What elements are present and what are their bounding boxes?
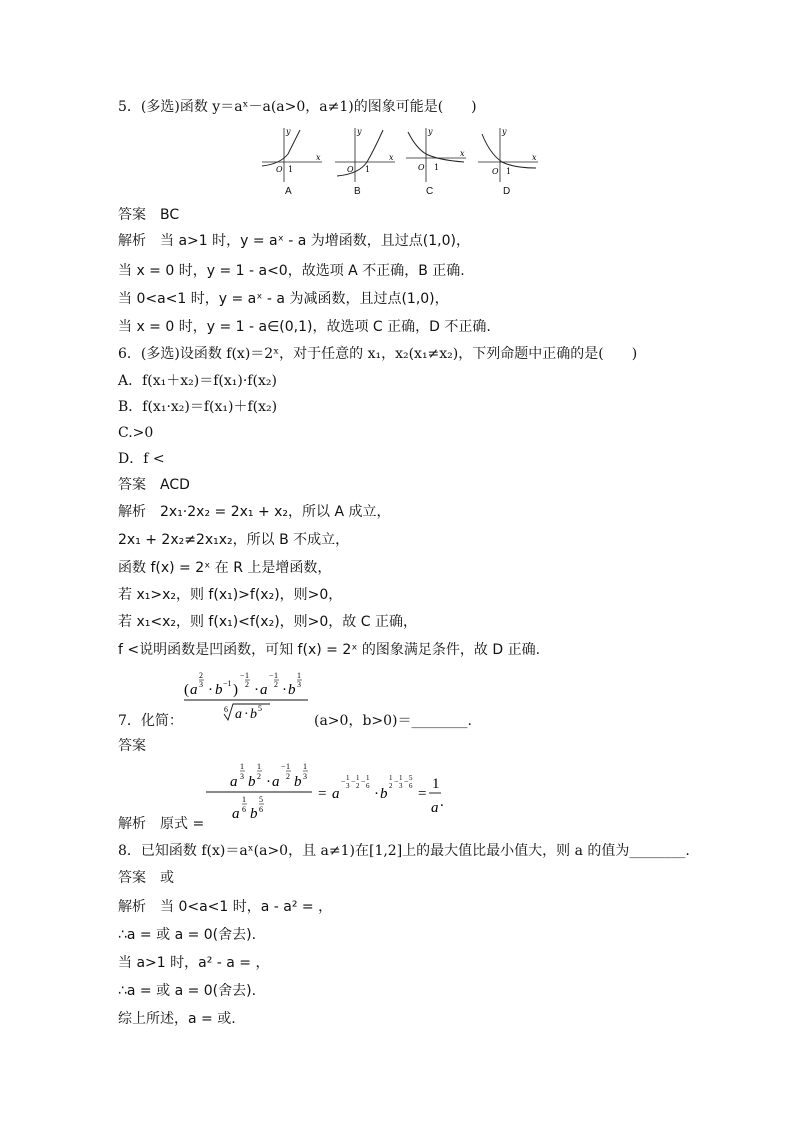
q8-analysis-4: ∴a = 或 a = 0(舍去). [118, 983, 257, 999]
svg-text:·: · [254, 682, 259, 698]
q5-answer: 答案 BC [118, 207, 180, 223]
svg-text:b: b [248, 774, 256, 790]
svg-text:1: 1 [297, 671, 301, 680]
svg-text:·: · [244, 707, 249, 722]
svg-text:x: x [460, 149, 465, 158]
graph-d [476, 126, 540, 184]
svg-text:(: ( [184, 682, 189, 698]
q6-option-d: D．f < [118, 451, 165, 467]
svg-text:O: O [347, 165, 354, 174]
svg-text:3: 3 [297, 680, 301, 689]
q8-analysis-5: 综上所述，a = 或. [118, 1011, 236, 1027]
svg-text:1: 1 [434, 163, 440, 172]
q6-analysis-5: 若 x₁<x₂，则 f(x₁)<f(x₂)，则>0，故 C 正确， [118, 614, 417, 630]
svg-text:−1: −1 [223, 679, 232, 688]
svg-text:2: 2 [389, 782, 393, 790]
svg-text:1: 1 [303, 762, 307, 771]
svg-text:1: 1 [245, 671, 249, 680]
svg-text:6: 6 [242, 805, 246, 814]
svg-text:1: 1 [288, 165, 294, 174]
svg-text:1: 1 [242, 795, 246, 804]
graph-d-label: D [503, 186, 511, 197]
svg-text:2: 2 [245, 680, 249, 689]
q7-solution [200, 758, 450, 826]
svg-text:1: 1 [506, 167, 512, 176]
svg-text:x: x [532, 153, 537, 162]
svg-text:b: b [250, 707, 257, 722]
svg-text:1: 1 [389, 774, 393, 782]
q7-suffix: (a>0，b>0)＝________. [314, 713, 472, 729]
graph-a [260, 126, 324, 184]
q7-prefix: 7．化简： [118, 713, 183, 729]
svg-text:b: b [250, 806, 258, 822]
svg-text:a: a [230, 774, 238, 790]
q7-analysis: 解析 原式 = [118, 816, 205, 832]
svg-text:y: y [502, 127, 507, 136]
q6-option-b: B．f(x₁·x₂)＝f(x₁)＋f(x₂) [118, 399, 278, 415]
q8-stem: 8．已知函数 f(x)＝aˣ(a>0，且 a≠1)在[1,2]上的最大值比最小值大，则 a 的值为________. [118, 843, 690, 859]
q6-answer: 答案 ACD [118, 477, 190, 493]
svg-text:1: 1 [240, 762, 244, 771]
svg-text:a: a [260, 682, 268, 698]
svg-text:a: a [272, 774, 280, 790]
svg-text:): ) [233, 682, 238, 698]
svg-text:2: 2 [257, 772, 261, 781]
svg-text:−: − [404, 777, 409, 786]
q6-analysis-2: 2x₁ + 2x₂≠2x₁x₂，所以 B 不成立， [118, 532, 350, 548]
q6-stem: 6．(多选)设函数 f(x)＝2ˣ，对于任意的 x₁，x₂(x₁≠x₂)，下列命题中正确的是( ) [118, 346, 638, 362]
svg-text:b: b [288, 682, 296, 698]
svg-text:6: 6 [224, 705, 228, 714]
svg-text:5: 5 [409, 774, 413, 782]
svg-text:6: 6 [366, 782, 370, 790]
q7-answer: 答案 [118, 738, 146, 754]
svg-text:1: 1 [366, 774, 370, 782]
svg-text:b: b [294, 774, 302, 790]
svg-text:=: = [318, 786, 327, 802]
svg-text:1: 1 [356, 774, 360, 782]
svg-text:5: 5 [259, 795, 263, 804]
graph-a-label: A [285, 186, 292, 197]
svg-text:·: · [266, 774, 271, 790]
q7-expression [180, 666, 315, 724]
q6-option-a: A．f(x₁＋x₂)＝f(x₁)·f(x₂) [118, 373, 277, 389]
q6-analysis-6: f <说明函数是凹函数，可知 f(x) = 2ˣ 的图象满足条件，故 D 正确. [118, 642, 541, 658]
svg-text:·: · [208, 682, 213, 698]
q6-option-c: C.>0 [118, 425, 154, 441]
svg-text:−: − [269, 671, 274, 680]
svg-text:b: b [380, 786, 388, 802]
svg-text:−: − [361, 777, 366, 786]
svg-text:y: y [357, 127, 362, 136]
svg-text:2: 2 [199, 671, 203, 680]
q8-analysis-3: 当 a>1 时，a² - a = ， [118, 955, 270, 971]
svg-text:1: 1 [286, 762, 290, 771]
graph-b [333, 126, 397, 184]
graph-c [404, 126, 468, 184]
svg-text:−: − [394, 777, 399, 786]
svg-text:·: · [374, 786, 379, 802]
svg-text:y: y [286, 127, 291, 136]
q6-analysis-4: 若 x₁>x₂，则 f(x₁)>f(x₂)，则>0， [118, 587, 343, 603]
q8-analysis-2: ∴a = 或 a = 0(舍去). [118, 927, 257, 943]
svg-text:6: 6 [409, 782, 413, 790]
q5-analysis-4: 当 x = 0 时，y = 1 - a∈(0,1)，故选项 C 正确，D 不正确. [118, 319, 491, 335]
svg-text:3: 3 [346, 782, 350, 790]
svg-text:1: 1 [365, 165, 371, 174]
svg-text:a: a [232, 806, 240, 822]
svg-text:a: a [332, 786, 340, 802]
svg-text:1: 1 [346, 774, 350, 782]
svg-text:x: x [389, 153, 394, 162]
svg-text:3: 3 [199, 680, 203, 689]
svg-text:5: 5 [258, 704, 262, 713]
svg-text:·: · [282, 682, 287, 698]
q8-analysis-1: 解析 当 0<a<1 时，a - a² = ， [118, 899, 333, 915]
svg-text:−: − [281, 762, 286, 771]
svg-text:2: 2 [286, 772, 290, 781]
q5-analysis-2: 当 x = 0 时，y = 1 - a<0，故选项 A 不正确，B 正确. [118, 263, 465, 279]
q8-answer: 答案 或 [118, 870, 174, 886]
q5-analysis-1: 解析 当 a>1 时，y = aˣ - a 为增函数，且过点(1,0)， [118, 233, 470, 249]
q5-stem: 5．(多选)函数 y＝aˣ－a(a>0，a≠1)的图象可能是( ) [118, 99, 477, 115]
svg-text:3: 3 [240, 772, 244, 781]
svg-text:=: = [418, 786, 427, 802]
q5-analysis-3: 当 0<a<1 时，y = aˣ - a 为减函数，且过点(1,0)， [118, 291, 449, 307]
svg-text:−: − [240, 671, 245, 680]
q6-analysis-1: 解析 2x₁·2x₂ = 2x₁ + x₂，所以 A 成立， [118, 504, 391, 520]
svg-text:2: 2 [356, 782, 360, 790]
svg-text:y: y [428, 127, 433, 136]
svg-text:1: 1 [274, 671, 278, 680]
svg-text:1: 1 [399, 774, 403, 782]
svg-text:−: − [341, 777, 346, 786]
svg-text:b: b [215, 682, 223, 698]
svg-text:x: x [316, 153, 321, 162]
q6-analysis-3: 函数 f(x) = 2ˣ 在 R 上是增函数， [118, 560, 332, 576]
svg-text:O: O [418, 163, 425, 172]
svg-text:1: 1 [257, 762, 261, 771]
svg-text:a: a [235, 707, 242, 722]
graph-c-label: C [426, 186, 434, 197]
svg-text:3: 3 [399, 782, 403, 790]
svg-text:3: 3 [303, 772, 307, 781]
svg-text:O: O [276, 165, 283, 174]
svg-text:1: 1 [432, 776, 440, 792]
svg-text:a: a [190, 682, 198, 698]
svg-text:a: a [431, 800, 439, 816]
svg-text:.: . [440, 794, 444, 810]
graph-b-label: B [354, 186, 361, 197]
svg-text:6: 6 [259, 805, 263, 814]
svg-text:2: 2 [274, 680, 278, 689]
svg-text:−: − [351, 777, 356, 786]
svg-text:O: O [492, 167, 499, 176]
